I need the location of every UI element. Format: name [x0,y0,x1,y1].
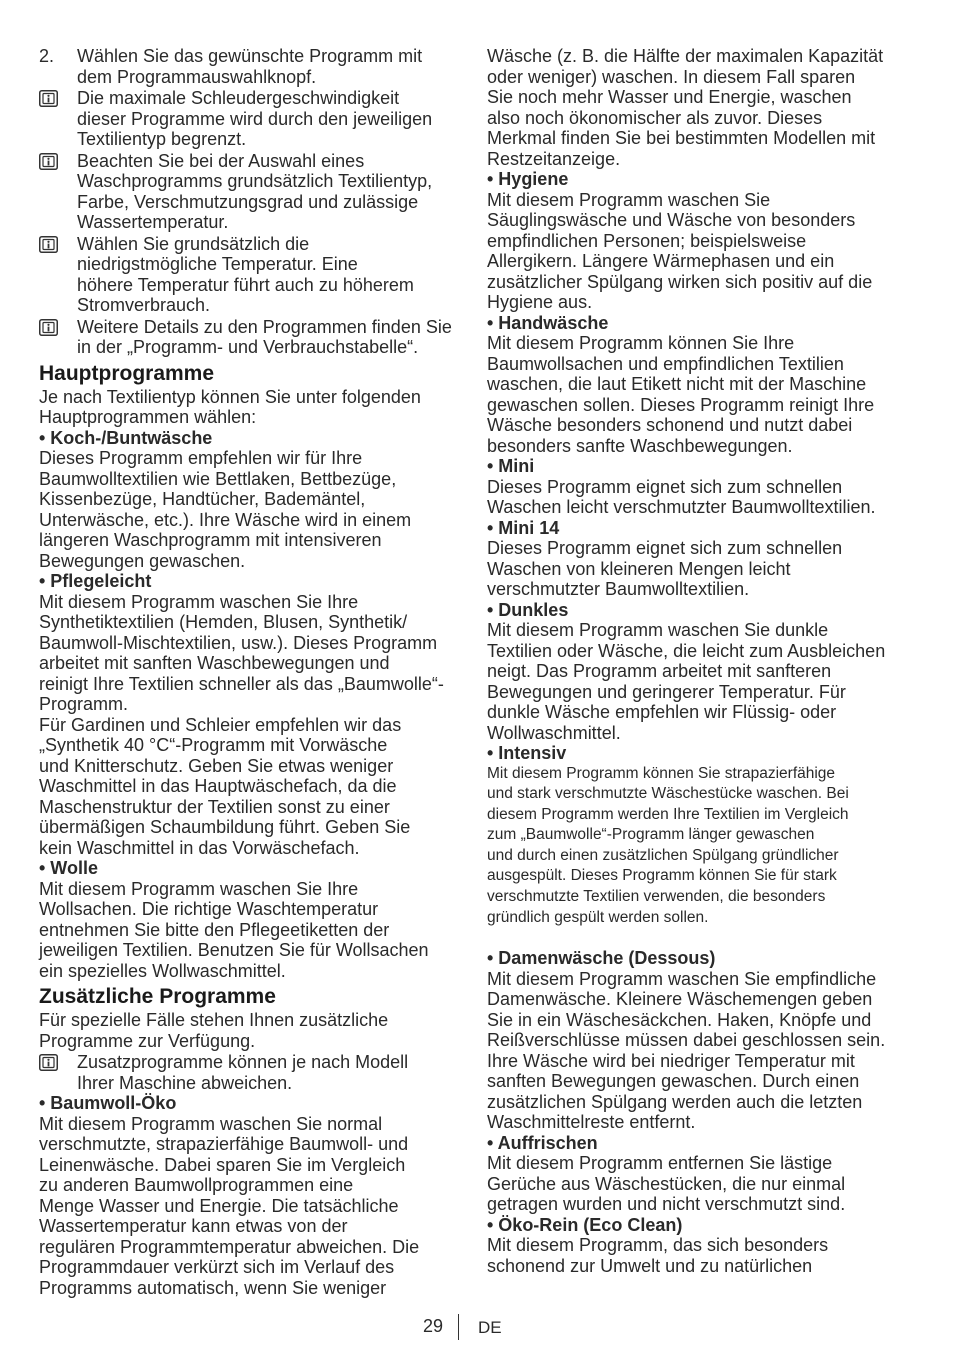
body-line: und stark verschmutzte Wäschestücke waschen. Bei [487,785,849,803]
body-line: Dieses Programm eignet sich zum schnellen [487,476,843,497]
note-line: in der „Programm- und Verbrauchstabelle“. [77,337,419,357]
right-column [487,46,907,1276]
body-line: kein Waschmittel in das Vorwäschefach. [39,837,360,858]
body-line: Sie in ein Wäschesäckchen. Haken, Knöpfe und [487,1009,872,1030]
body-line: Mit diesem Programm waschen Sie empfindliche [487,968,877,989]
body-line: Waschmittelreste entfernt. [487,1112,696,1133]
note-5 [39,1052,469,1093]
note-line: Waschprogramms grundsätzlich Textilientyp, [77,171,433,191]
program-heading-intensiv: • Intensiv [487,743,567,763]
note-line: niedrigstmögliche Temperatur. Eine [77,254,358,274]
body-line: verschmutzter Baumwolltextilien. [487,579,750,599]
info-icon [39,90,58,107]
body-line: und Knitterschutz. Geben Sie etwas weniger [39,755,394,776]
note-1 [39,88,469,150]
body-line: ein spezielles Wollwaschmittel. [39,960,286,981]
intro-line: Hauptprogrammen wählen: [39,407,257,427]
body-line: Leinenwäsche. Dabei sparen Sie im Vergleich [39,1154,406,1175]
body-line: dunkle Wäsche empfehlen wir Flüssig- oder [487,702,837,722]
intro-line: Für spezielle Fälle stehen Ihnen zusätzliche [39,1010,389,1030]
step-line: dem Programmauswahlknopf. [77,66,317,87]
section-title-zusatz: Zusätzliche Programme [39,985,276,1008]
note-line: Zusatzprogramme können je nach Modell [77,1052,409,1072]
body-line: übermäßigen Schaumbildung führt. Geben Sie [39,817,411,837]
intro-line: Programme zur Verfügung. [39,1030,256,1051]
body-line: Dieses Programm eignet sich zum schnellen [487,538,843,558]
body-line: Für Gardinen und Schleier empfehlen wir das [39,714,402,735]
language-code: DE [478,1318,502,1337]
info-icon [39,319,58,336]
body-line: empfindlichen Personen; beispielsweise [487,230,807,251]
body-line: Mit diesem Programm können Sie Ihre [487,333,795,353]
body-line: reinigt Ihre Textilien schneller als das „Baumwolle“- [39,673,444,694]
program-heading-koch: • Koch-/Buntwäsche [39,427,213,448]
body-line: Sie noch mehr Wasser und Energie, waschen [487,87,852,107]
footer-divider [458,1314,459,1340]
note-line: Stromverbrauch. [77,295,211,315]
body-line: Restzeitanzeige. [487,148,621,169]
note-3 [39,234,469,316]
body-line: Mit diesem Programm können Sie strapazierfähige [487,764,836,782]
body-line: Mit diesem Programm, das sich besonders [487,1235,829,1256]
body-line: „Synthetik 40 °C“-Programm mit Vorwäsche [39,735,388,755]
body-line: zusätzlichen Spülgang werden auch die letzten [487,1091,863,1112]
body-line: Menge Wasser und Energie. Die tatsächliche [39,1195,399,1216]
body-line: Textilien oder Wäsche, die leicht zum Ausbleichen [487,640,886,661]
body-line: Waschmittel in das Hauptwäschefach, da die [39,776,397,796]
body-line: Kissenbezüge, Handtücher, Bademäntel, [39,489,366,509]
body-line: Mit diesem Programm waschen Sie Ihre [39,878,359,899]
body-line: also noch ökonomischer als zuvor. Dieses [487,107,823,128]
body-line: längeren Waschprogramm mit intensiveren [39,530,382,550]
note-2 [39,151,469,233]
program-heading-handwaesche: • Handwäsche [487,312,609,333]
step-line: Wählen Sie das gewünschte Programm mit [77,46,423,66]
body-line: Maschenstruktur der Textilien sonst zu einer [39,796,390,817]
step-2 [39,46,469,87]
note-line: Textilientyp begrenzt. [77,129,247,149]
body-line: Gerüche aus Wäschestücken, die nur einmal [487,1173,846,1194]
body-line: sanften Bewegungen gewaschen. Durch einen [487,1071,860,1092]
body-line: Waschen von kleineren Mengen leicht [487,558,791,579]
program-heading-hygiene: • Hygiene [487,169,569,189]
body-line: zum „Baumwolle“-Programm länger gewaschen [487,826,815,844]
body-line: Bewegungen und geringerer Temperatur. Für [487,681,846,702]
body-line: Mit diesem Programm waschen Sie normal [39,1113,383,1134]
body-line: Programms automatisch, wenn Sie weniger [39,1277,387,1298]
body-line: Waschen leicht verschmutzter Baumwolltextilien. [487,497,876,517]
note-line: Wählen Sie grundsätzlich die [77,233,310,254]
body-line: Dieses Programm empfehlen wir für Ihre [39,448,363,468]
program-heading-mini-14: • Mini 14 [487,517,560,538]
body-line: Ihre Wäsche wird bei niedriger Temperatur mit [487,1050,855,1071]
spacer [487,928,907,948]
body-line: besonders sanfte Waschbewegungen. [487,435,793,456]
program-heading-auffrischen: • Auffrischen [487,1132,598,1153]
note-line: höhere Temperatur führt auch zu höherem [77,274,414,295]
body-line: Wäsche besonders schonend und nutzt dabei [487,415,853,435]
program-heading-wolle: • Wolle [39,858,98,878]
body-line: zusätzlicher Spülgang wirken sich positiv auf die [487,271,873,292]
note-4 [39,317,469,358]
body-line: Mit diesem Programm waschen Sie [487,189,771,210]
body-line: Wollwaschmittel. [487,722,621,743]
step-number: 2. [39,46,55,66]
body-line: Programm. [39,694,129,714]
info-icon [39,153,58,170]
body-line: gründlich gespült werden sollen. [487,908,709,926]
section-title-hauptprogramme: Hauptprogramme [39,361,215,385]
program-heading-mini: • Mini [487,456,535,476]
note-line: dieser Programme wird durch den jeweiligen [77,108,433,129]
body-line: neigt. Das Programm arbeitet mit sanfteren [487,661,832,681]
program-heading-dunkles: • Dunkles [487,599,569,620]
note-line: Farbe, Verschmutzungsgrad und zulässige [77,191,419,212]
body-line: Programmdauer verkürzt sich im Verlauf des [39,1257,395,1277]
body-line: verschmutzte, strapazierfähige Baumwoll- und [39,1134,409,1154]
body-line: verschmutzte Textilien verwenden, die besonders [487,888,826,906]
left-column [39,46,469,1298]
body-line: Baumwollsachen und empfindlichen Textilien [487,353,844,374]
note-line: Ihrer Maschine abweichen. [77,1072,293,1093]
body-line: Allergikern. Längere Wärmephasen und ein [487,251,835,271]
body-line: ausgespült. Dieses Programm können Sie für stark [487,867,837,885]
body-line: Synthetiktextilien (Hemden, Blusen, Synthetik/ [39,612,408,632]
page-number: 29 [423,1316,444,1336]
body-line: Baumwolltextilien wie Bettlaken, Bettbezüge, [39,468,397,489]
body-line: zu anderen Baumwollprogrammen eine [39,1175,354,1195]
program-heading-baumwoll-oeko: • Baumwoll-Öko [39,1093,177,1113]
body-line: Mit diesem Programm waschen Sie dunkle [487,620,829,640]
body-line: jeweiligen Textilien. Benutzen Sie für Wollsachen [39,940,429,960]
body-line: waschen, die laut Etikett nicht mit der Maschine [487,374,867,394]
body-line: Säuglingswäsche und Wäsche von besonders [487,210,856,230]
note-line: Beachten Sie bei der Auswahl eines [77,150,365,171]
body-line: getragen wurden und nicht verschmutzt sind. [487,1194,846,1215]
body-line: schonend zur Umwelt und zu natürlichen [487,1255,813,1276]
body-line: oder weniger) waschen. In diesem Fall sparen [487,66,856,87]
body-line: und durch einen zusätzlichen Spülgang gründlicher [487,846,839,864]
body-line: gewaschen sollen. Dieses Programm reinigt Ihre [487,394,875,415]
note-line: Die maximale Schleudergeschwindigkeit [77,88,400,108]
body-line: Wäsche (z. B. die Hälfte der maximalen Kapazität [487,46,884,66]
body-line: Merkmal finden Sie bei bestimmten Modellen mit [487,128,876,148]
note-line: Wassertemperatur. [77,212,229,232]
body-line: Wollsachen. Die richtige Waschtemperatur [39,899,379,919]
body-line: Damenwäsche. Kleinere Wäschemengen geben [487,989,873,1010]
body-line: Hygiene aus. [487,292,593,312]
body-line: diesem Programm werden Ihre Textilien im Vergleich [487,805,849,823]
body-line: Unterwäsche, etc.). Ihre Wäsche wird in einem [39,509,412,530]
body-line: Baumwoll-Mischtextilien, usw.). Dieses Programm [39,632,438,653]
body-line: regulären Programmtemperatur abweichen. Die [39,1236,420,1257]
body-line: Reißverschlüsse müssen dabei geschlossen sein. [487,1030,886,1051]
program-heading-damenwaesche: • Damenwäsche (Dessous) [487,948,716,969]
info-icon [39,1054,58,1071]
body-line: arbeitet mit sanften Waschbewegungen und [39,653,390,673]
body-line: Mit diesem Programm entfernen Sie lästige [487,1153,833,1174]
intro-line: Je nach Textilientyp können Sie unter folgenden [39,386,421,407]
info-icon [39,236,58,253]
program-heading-pflegeleicht: • Pflegeleicht [39,571,152,591]
body-line: Bewegungen gewaschen. [39,550,246,571]
body-line: Mit diesem Programm waschen Sie Ihre [39,591,359,612]
body-line: Wassertemperatur kann etwas von der [39,1216,348,1236]
program-heading-eco-clean: • Öko-Rein (Eco Clean) [487,1214,683,1235]
body-line: entnehmen Sie bitte den Pflegeetiketten der [39,919,390,940]
note-line: Weitere Details zu den Programmen finden Sie [77,316,452,337]
